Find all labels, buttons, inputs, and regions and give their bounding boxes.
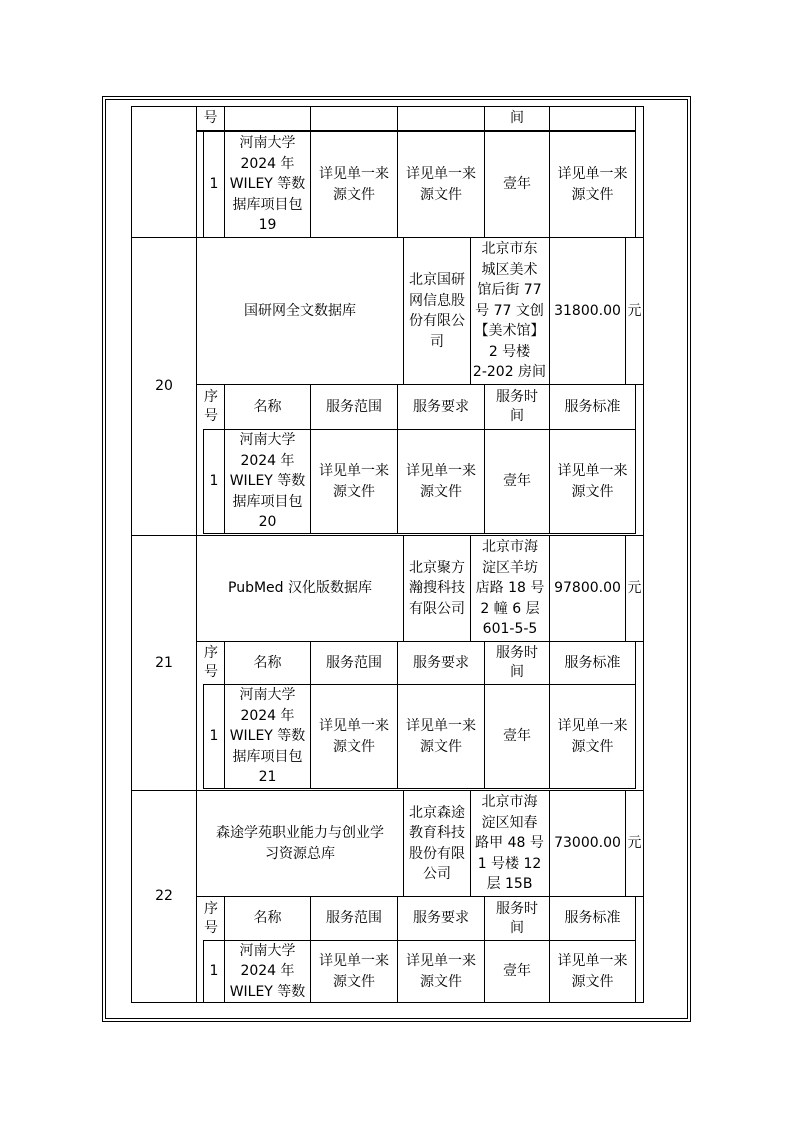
entry-21-product: PubMed 汉化版数据库 [228, 580, 372, 597]
entry-21-item-time: 壹年 [503, 728, 531, 745]
entry-20-header-standard: 服务标准 [564, 398, 621, 415]
entry-22-item-time: 壹年 [503, 963, 531, 980]
entry-20-address: 北京市东 城区美术 馆后街 77 号 77 文创 【美术馆】 2 号楼 2-202 房间 [472, 241, 547, 381]
entry-21-header-scope: 服务范围 [326, 654, 382, 671]
cont-item-standard: 详见单一来 源文件 [557, 166, 628, 203]
entry-20-supplier: 北京国研 网信息股 份有限公 司 [409, 272, 465, 350]
header-fragment-seq: 号 [203, 110, 218, 127]
entry-21-item-seq: 1 [209, 728, 219, 745]
entry-20-header-scope: 服务范围 [326, 398, 382, 415]
entry-22-header-requirement: 服务要求 [413, 910, 469, 927]
entry-21-header-requirement: 服务要求 [413, 654, 469, 671]
entry-20-header-time: 服务时间 [496, 389, 538, 424]
entry-21-item-name: 河南大学 2024 年 WILEY 等数 据库项目包 21 [229, 687, 306, 786]
entry-21-item-standard: 详见单一来 源文件 [557, 718, 628, 755]
entry-22-item-seq: 1 [209, 963, 219, 980]
cont-item-time: 壹年 [503, 176, 531, 193]
entry-20-item-standard: 详见单一来 源文件 [557, 463, 628, 500]
entry-21-item-requirement: 详见单一来 源文件 [406, 718, 476, 755]
entry-20-item-seq: 1 [209, 473, 219, 490]
entry-20-header-name: 名称 [253, 398, 282, 415]
entry-20-price: 31800.00 [554, 302, 621, 319]
cont-item-seq: 1 [209, 176, 219, 193]
entry-21-number: 21 [155, 654, 173, 671]
entry-22-header-seq: 序号 [204, 900, 218, 936]
cont-item-name: 河南大学 2024 年 WILEY 等数 据库项目包 19 [229, 135, 306, 234]
cont-item-requirement: 详见单一来 源文件 [406, 166, 476, 203]
entry-20-item-time: 壹年 [503, 473, 531, 490]
entry-21-header-time: 服务时间 [496, 645, 538, 680]
entry-22-unit: 元 [627, 835, 642, 852]
entry-22-number: 22 [155, 888, 173, 905]
cont-item-scope: 详见单一来 源文件 [319, 166, 389, 203]
entry-21-price: 97800.00 [554, 580, 621, 597]
entry-21-address: 北京市海 淀区羊坊 店路 18 号 2 幢 6 层 601-5-5 [475, 539, 545, 638]
entry-22-header-name: 名称 [253, 910, 282, 927]
entry-20-item-requirement: 详见单一来 源文件 [406, 463, 476, 500]
entry-20-item-name: 河南大学 2024 年 WILEY 等数 据库项目包 20 [229, 432, 306, 531]
entry-21-header-name: 名称 [253, 654, 282, 671]
entry-20-unit: 元 [627, 302, 642, 319]
entry-22-address: 北京市海 淀区知春 路甲 48 号 1 号楼 12 层 15B [475, 794, 544, 893]
entry-22-header-time: 服务时间 [496, 900, 538, 936]
header-fragment-time: 间 [510, 110, 524, 127]
entry-21-unit: 元 [627, 580, 642, 597]
entry-21-header-seq: 序号 [204, 645, 218, 680]
entry-22-item-requirement: 详见单一来 源文件 [406, 953, 476, 990]
entry-22-product: 森途学苑职业能力与创业学 习资源总库 [216, 825, 384, 862]
entry-21-item-scope: 详见单一来 源文件 [319, 718, 389, 755]
entry-22-header-standard: 服务标准 [564, 910, 621, 927]
entry-22-item-standard: 详见单一来 源文件 [557, 953, 628, 990]
entry-22-header-scope: 服务范围 [326, 910, 382, 927]
entry-22-price: 73000.00 [554, 835, 621, 852]
entry-20-product: 国研网全文数据库 [244, 302, 356, 319]
entry-20-number: 20 [155, 378, 173, 395]
entry-21-supplier: 北京聚方 瀚搜科技 有限公司 [409, 559, 465, 617]
entry-22-item-scope: 详见单一来 源文件 [319, 953, 389, 990]
entry-20-header-requirement: 服务要求 [413, 398, 469, 415]
entry-20-header-seq: 序号 [204, 389, 218, 424]
entry-22-supplier: 北京森途 教育科技 股份有限 公司 [409, 804, 465, 882]
entry-21-header-standard: 服务标准 [564, 654, 621, 671]
entry-22-item-name: 河南大学 2024 年 WILEY 等数 [229, 942, 306, 1000]
entry-20-item-scope: 详见单一来 源文件 [319, 463, 389, 500]
